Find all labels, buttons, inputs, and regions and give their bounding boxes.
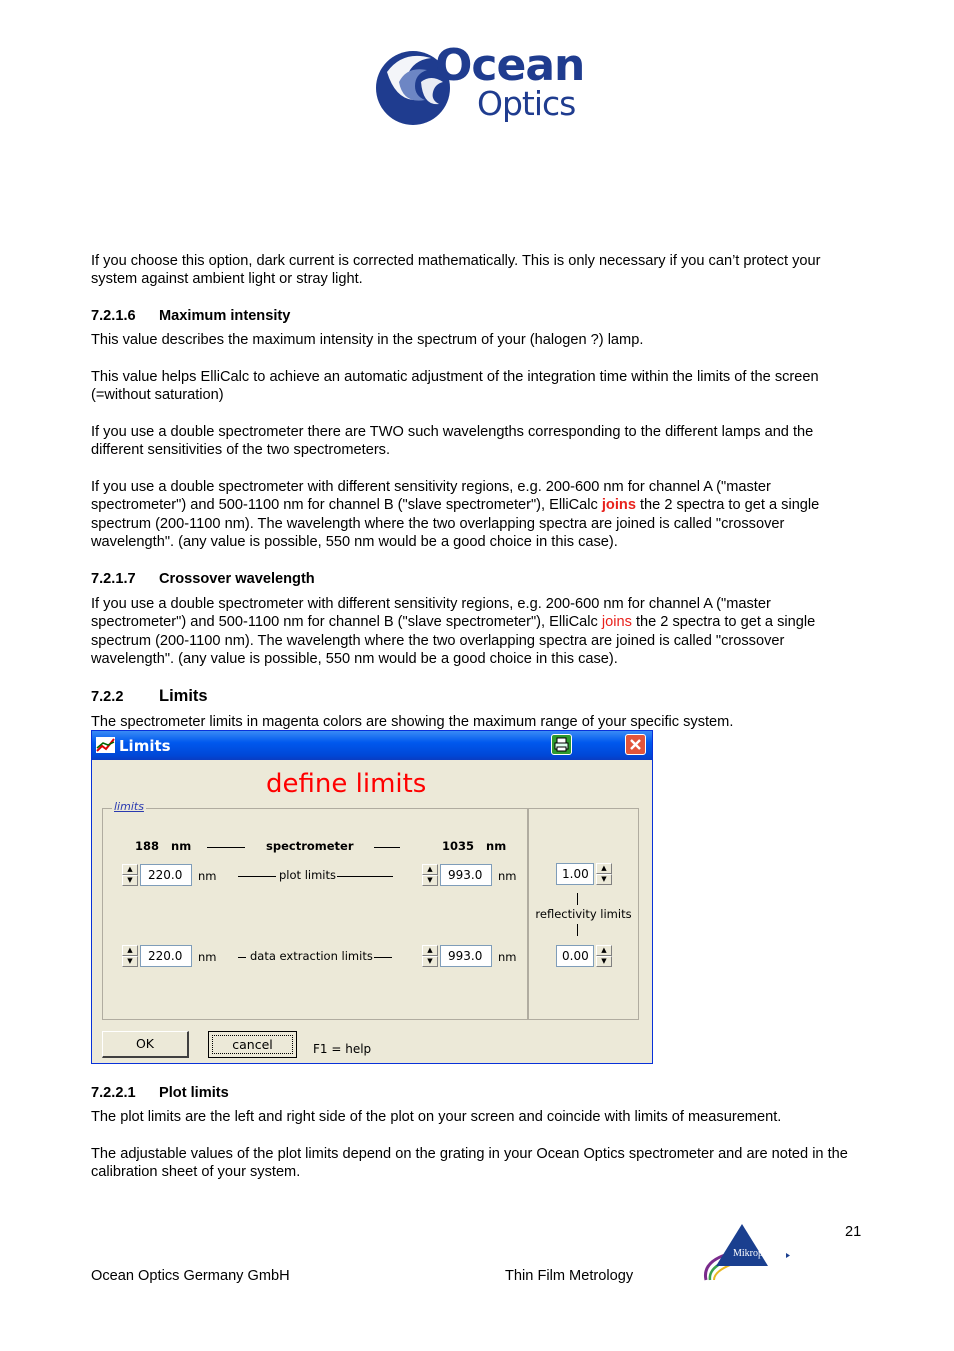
paragraph-crossover <box>91 595 861 669</box>
reflectivity-tick <box>577 893 578 905</box>
plot-min-input[interactable]: 220.0 <box>140 864 192 886</box>
extract-min-input[interactable]: 220.0 <box>140 945 192 967</box>
close-button[interactable] <box>625 734 646 755</box>
paragraph-dark-current: If you choose this option, dark current is corrected mathematically. This is only necessary if you can’t protect your system against ambient light or stray light. <box>91 253 821 288</box>
paragraph-max-intensity-2: This value helps ElliCalc to achieve an automatic adjustment of the integration time within the limits of the screen (=without saturation) <box>91 369 819 404</box>
heading-number: 7.2.2.1 <box>91 1085 136 1101</box>
paragraph-limits: The spectrometer limits in magenta colors are showing the maximum range of your specific system. <box>91 714 734 730</box>
ocean-optics-logo <box>373 42 595 132</box>
logo-text-ocean: Ocean <box>435 40 585 91</box>
reflectivity-min-input[interactable]: 0.00 <box>556 945 594 967</box>
heading-maximum-intensity <box>91 308 290 324</box>
limits-dialog <box>91 730 653 1064</box>
joins-highlight: joins <box>601 614 632 631</box>
close-icon <box>626 735 645 754</box>
plot-min-spinner[interactable]: ▲ ▼ <box>122 864 138 886</box>
heading-title: Maximum intensity <box>159 308 291 324</box>
page-number: 21 <box>845 1224 862 1240</box>
text-run: If you use a double spectrometer with different sensitivity regions, e.g. 200-600 nm for channel A ("master spectrometer") and 500-1100 nm for channel B ("slave spectrometer"), ElliCalc <box>91 479 771 514</box>
footer-company: Ocean Optics Germany GmbH <box>91 1268 290 1284</box>
plot-max-spinner[interactable]: ▲ ▼ <box>422 864 438 886</box>
heading-limits <box>91 687 208 706</box>
divider-line <box>238 957 246 958</box>
text-run: the 2 spectra to get a single spectrum (200-1100 nm). The wavelength where the two overlapping spectra are joined is called "crossover wavelength". (any value is possible, 550 nm would be a good choice in this case). <box>91 614 816 668</box>
print-button[interactable] <box>551 734 572 755</box>
heading-title: Limits <box>159 687 208 705</box>
printer-icon <box>552 735 571 754</box>
nm-unit: nm <box>498 869 517 883</box>
divider-line <box>374 957 392 958</box>
joins-highlight: joins <box>601 497 636 514</box>
footer-topic: Thin Film Metrology <box>505 1268 634 1284</box>
paragraph-max-intensity-4 <box>91 478 861 552</box>
heading-number: 7.2.2 <box>91 689 124 705</box>
help-hint: F1 = help <box>313 1042 372 1056</box>
heading-title: Crossover wavelength <box>159 571 315 587</box>
text-run: the 2 spectra to get a single spectrum (200-1100 nm). The wavelength where the two overlapping spectra are joined is called "crossover wavelength". (any value is possible, 550 nm would be a good choice in this case). <box>91 497 820 551</box>
chart-app-icon <box>96 737 115 753</box>
cancel-label: cancel <box>212 1035 293 1054</box>
divider-line <box>337 876 393 877</box>
reflectivity-min-spinner[interactable]: ▲ ▼ <box>596 945 612 967</box>
dialog-titlebar <box>92 731 652 760</box>
mikropack-logo <box>698 1222 798 1284</box>
heading-crossover-wavelength <box>91 571 315 587</box>
nm-unit: nm <box>198 869 217 883</box>
heading-plot-limits <box>91 1085 229 1101</box>
logo-text-optics: Optics <box>477 84 576 123</box>
reflectivity-max-input[interactable]: 1.00 <box>556 863 594 885</box>
mikropack-text: Mikropack <box>733 1248 777 1259</box>
divider-line <box>238 876 276 877</box>
spectrometer-min: 188 nm <box>135 839 192 853</box>
extract-min-spinner[interactable]: ▲ ▼ <box>122 945 138 967</box>
extract-max-spinner[interactable]: ▲ ▼ <box>422 945 438 967</box>
heading-number: 7.2.1.6 <box>91 308 136 324</box>
paragraph-max-intensity-3: If you use a double spectrometer there are TWO such wavelengths corresponding to the different lamps and the different sensitivities of the two spectrometers. <box>91 424 814 459</box>
define-limits-heading: define limits <box>266 769 427 799</box>
heading-title: Plot limits <box>159 1085 229 1101</box>
extract-max-input[interactable]: 993.0 <box>440 945 492 967</box>
plot-max-input[interactable]: 993.0 <box>440 864 492 886</box>
cancel-button[interactable] <box>208 1031 297 1058</box>
reflectivity-max-spinner[interactable]: ▲ ▼ <box>596 863 612 885</box>
nm-unit: nm <box>198 950 217 964</box>
plot-limits-label: plot limits <box>279 868 336 882</box>
paragraph-plot-limits-2: The adjustable values of the plot limits depend on the grating in your Ocean Optics spectrometer and are noted in the calibration sheet of your system. <box>91 1146 848 1181</box>
paragraph-max-intensity-1: This value describes the maximum intensity in the spectrum of your (halogen ?) lamp. <box>91 332 644 348</box>
limits-group-label: limits <box>114 800 144 813</box>
nm-unit: nm <box>498 950 517 964</box>
divider-line <box>374 847 400 848</box>
ok-button[interactable]: OK <box>102 1031 189 1058</box>
spectrometer-label: spectrometer <box>266 839 354 853</box>
data-extraction-limits-label: data extraction limits <box>250 949 373 963</box>
spectrometer-max: 1035 nm <box>442 839 507 853</box>
text-run: If you use a double spectrometer with different sensitivity regions, e.g. 200-600 nm for channel A ("master spectrometer") and 500-1100 nm for channel B ("slave spectrometer"), ElliCalc <box>91 596 771 631</box>
dialog-title: Limits <box>119 737 171 755</box>
reflectivity-limits-label: reflectivity limits <box>535 907 632 921</box>
paragraph-plot-limits-1: The plot limits are the left and right side of the plot on your screen and coincide with limits of measurement. <box>91 1109 782 1125</box>
reflectivity-tick <box>577 924 578 936</box>
divider-line <box>207 847 245 848</box>
heading-number: 7.2.1.7 <box>91 571 136 587</box>
